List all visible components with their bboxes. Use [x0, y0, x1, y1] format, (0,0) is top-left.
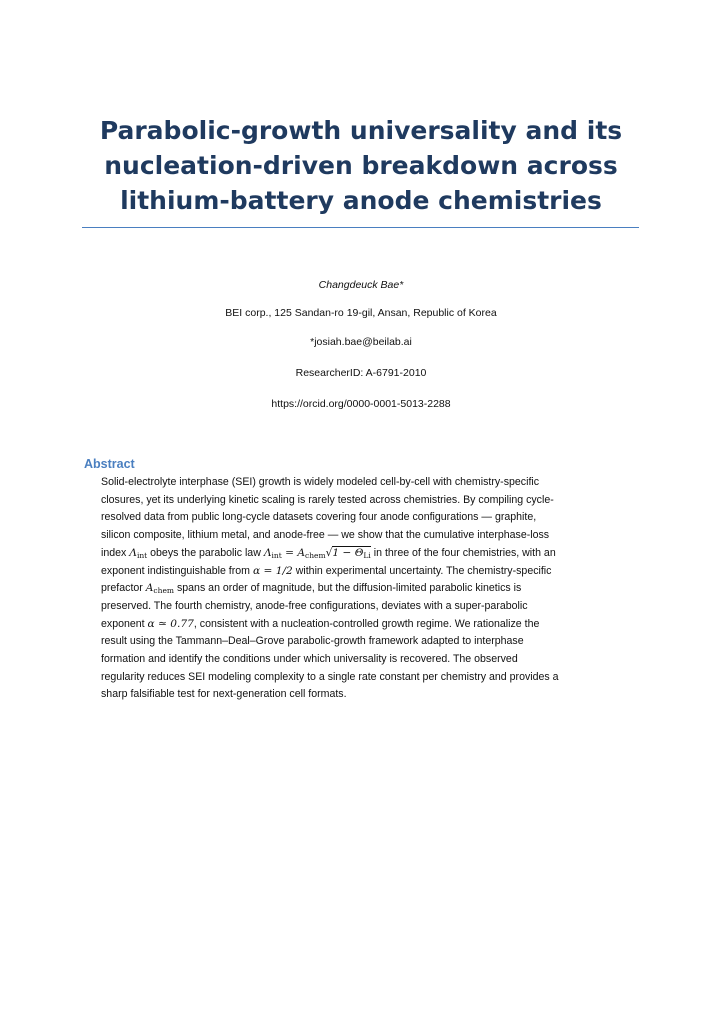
math-lambda-int: Λint: [129, 546, 148, 560]
paper-title: Parabolic-growth universality and its nucleation-driven breakdown across lithium-battery anode chemistries: [99, 116, 623, 215]
abstract-line: result using the Tammann–Deal–Grove parabolic-growth framework adapted to interphase: [101, 635, 524, 648]
affiliation: BEI corp., 125 Sandan-ro 19-gil, Ansan, Republic of Korea: [225, 307, 497, 319]
abstract-line: exponent: [101, 617, 145, 630]
abstract-body: [101, 474, 621, 704]
abstract-line: Solid-electrolyte interphase (SEI) growth is widely modeled cell-by-cell with chemistry-specific: [101, 476, 540, 488]
abstract-line: silicon composite, lithium metal, and anode-free — we show that the cumulative interphase-loss: [101, 529, 550, 542]
math-a-chem: Achem: [145, 582, 175, 596]
abstract-line: obeys the parabolic law: [150, 546, 261, 559]
abstract-line: within experimental uncertainty. The chemistry-specific: [295, 564, 552, 577]
abstract-line: in three of the four chemistries, with an: [373, 546, 556, 559]
abstract-line: closures, yet its underlying kinetic scaling is rarely tested across chemistries. By compiling cycle-: [101, 493, 554, 506]
orcid-link[interactable]: https://orcid.org/0000-0001-5013-2288: [271, 398, 451, 410]
math-alpha-half: α = 1/2: [252, 564, 293, 577]
abstract-line: index: [101, 546, 127, 559]
abstract-line: sharp falsifiable test for next-generation cell formats.: [101, 688, 347, 701]
abstract-line: resolved data from public long-cycle datasets covering four anode configurations — graphite,: [101, 511, 537, 524]
abstract-line: spans an order of magnitude, but the diffusion-limited parabolic kinetics is: [176, 582, 522, 595]
email[interactable]: *josiah.bae@beilab.ai: [310, 336, 412, 348]
abstract-line: , consistent with a nucleation-controlled growth regime. We rationalize the: [193, 617, 540, 630]
abstract-line: exponent indistinguishable from: [101, 564, 250, 577]
abstract-line: preserved. The fourth chemistry, anode-free configurations, deviates with a super-parabolic: [101, 599, 528, 612]
researcher-id: ResearcherID: A-6791-2010: [295, 367, 427, 379]
title-rule: [82, 227, 639, 228]
abstract-line: prefactor: [101, 582, 143, 595]
author: Changdeuck Bae*: [318, 279, 404, 291]
abstract-line: formation and identify the conditions under which universality is recovered. The observed: [101, 653, 518, 666]
math-alpha-077: α ≃ 0.77: [147, 617, 194, 630]
math-parabolic-law: Λint = Achem√1 − ΘLi: [263, 546, 371, 560]
abstract-line: regularity reduces SEI modeling complexity to a single rate constant per chemistry and provides a: [101, 670, 559, 683]
abstract-heading: Abstract: [84, 457, 135, 471]
